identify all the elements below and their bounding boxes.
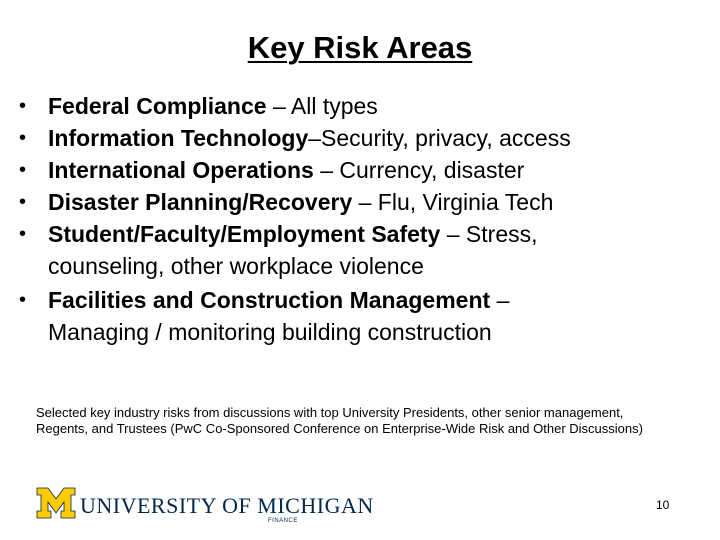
bullet-detail: –Security, privacy, access: [308, 125, 571, 151]
bullet-heading: Information Technology: [48, 125, 309, 151]
page-number: 10: [656, 498, 670, 512]
bullet-continuation: Managing / monitoring building construction: [48, 319, 492, 345]
bullet-detail: – Flu, Virginia Tech: [352, 189, 554, 215]
bullet-heading: Disaster Planning/Recovery: [48, 189, 353, 215]
bullet-item-information-technology: [0, 122, 720, 154]
block-m-logo-icon: [36, 487, 76, 519]
logo-subtext: FINANCE: [268, 518, 298, 524]
bullet-item-facilities: [0, 284, 720, 348]
university-logo: [36, 487, 374, 527]
bullet-dot: •: [19, 159, 27, 181]
bullet-heading: Facilities and Construction Management: [48, 287, 491, 313]
bullet-item-safety: [0, 218, 720, 282]
bullet-detail: –: [490, 287, 510, 313]
bullet-list: [0, 90, 720, 348]
bullet-detail: – Currency, disaster: [313, 157, 525, 183]
bullet-item-international-operations: [0, 154, 720, 186]
bullet-heading: International Operations: [48, 157, 314, 183]
bullet-dot: •: [19, 223, 27, 245]
bullet-continuation: counseling, other workplace violence: [48, 253, 424, 279]
bullet-detail: – Stress,: [440, 221, 538, 247]
bullet-dot: •: [19, 127, 27, 149]
bullet-detail: – All types: [266, 93, 378, 119]
footnote: Selected key industry risks from discussions with top University Presidents, other senior management, Regents, and Trustees (PwC Co-Sponsored Conference on Enterprise-Wide Risk and Other Discussions): [36, 405, 643, 436]
slide-title: Key Risk Areas: [247, 30, 473, 65]
bullet-item-federal-compliance: [0, 90, 720, 122]
bullet-item-disaster-planning: [0, 186, 720, 218]
bullet-dot: •: [19, 191, 27, 213]
bullet-dot: •: [19, 95, 27, 117]
logo-wordmark: UNIVERSITY OF MICHIGAN: [80, 493, 374, 518]
bullet-heading: Federal Compliance: [48, 93, 267, 119]
bullet-heading: Student/Faculty/Employment Safety: [48, 221, 441, 247]
bullet-dot: •: [19, 289, 27, 311]
